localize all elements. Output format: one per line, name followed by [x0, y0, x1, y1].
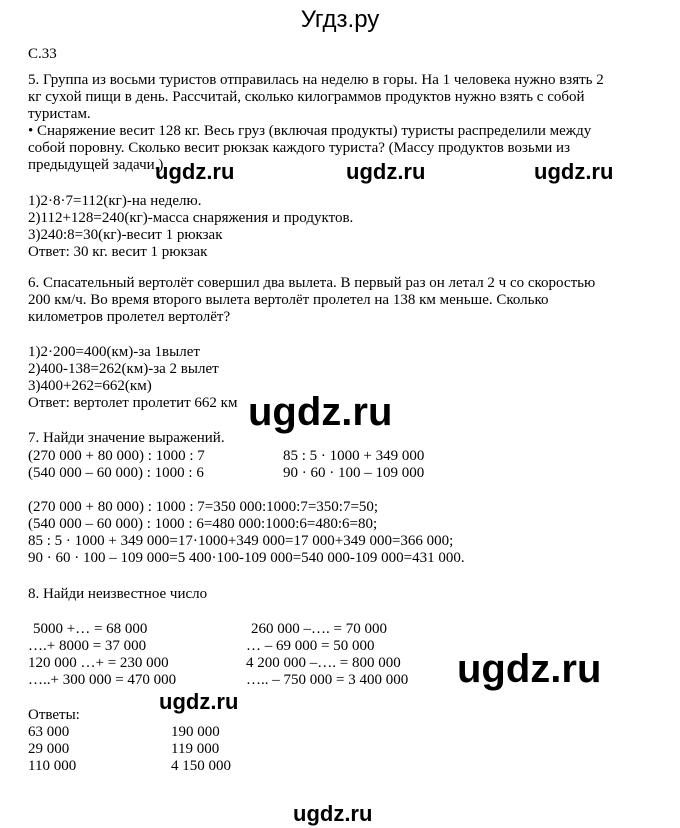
page-reference: С.33 [28, 46, 57, 62]
solution-line: 3)240:8=30(кг)-весит 1 рюкзак [28, 227, 223, 243]
solution-line: 2)400-138=262(км)-за 2 вылет [28, 361, 219, 377]
equation: ….. – 750 000 = 3 400 000 [246, 672, 409, 688]
task7-title: 7. Найди значение выражений. [28, 430, 225, 446]
equation: …..+ 300 000 = 470 000 [28, 672, 177, 688]
task5-solution [28, 193, 353, 261]
solution-line: (270 000 + 80 000) : 1000 : 7=350 000:1000:7=350:7=50; [28, 499, 379, 515]
task7-expr: (540 000 – 60 000) : 1000 : 6 [28, 465, 204, 481]
solution-line: 3)400+262=662(км) [28, 378, 152, 394]
task5-text: 5. Группа из восьми туристов отправилась на неделю в горы. На 1 человека нужно взять 2 кг сухой пищи в день. Рассчитай, сколько килограммов продуктов нужно взять с собой туристам. [28, 72, 604, 122]
watermark: ugdz.ru [159, 689, 239, 714]
answers-left [28, 724, 76, 775]
answer-value: 119 000 [171, 741, 220, 757]
equation: … – 69 000 = 50 000 [246, 638, 375, 654]
task5-bullet: • Снаряжение весит 128 кг. Весь груз (включая продукты) туристы распределили между собой поровну. Сколько весит рюкзак каждого туриста? (Массу продуктов возьми из предыдущей задачи.) [28, 123, 592, 173]
watermark: ugdz.ru [248, 390, 393, 434]
equation: 5000 +… = 68 000 [33, 621, 148, 637]
answer-value: 4 150 000 [171, 758, 231, 774]
equation: 260 000 –…. = 70 000 [251, 621, 387, 637]
solution-line: 85 : 5 · 1000 + 349 000=17·1000+349 000=17 000+349 000=366 000; [28, 533, 454, 549]
watermark: ugdz.ru [346, 159, 426, 184]
task8-title: 8. Найди неизвестное число [28, 586, 208, 602]
answer-value: 29 000 [28, 741, 70, 757]
answer-value: 63 000 [28, 724, 70, 740]
task6-text: 6. Спасательный вертолёт совершил два вылета. В первый раз он летал 2 ч со скоростью 200 км/ч. Во время второго вылета вертолёт пролетел на 138 км меньше. Сколько километров пролетел вертолёт? [28, 275, 596, 325]
watermark: ugdz.ru [457, 647, 602, 691]
equation: 120 000 …+ = 230 000 [28, 655, 169, 671]
task8-equations-left [28, 621, 176, 689]
task7-solution [28, 499, 465, 567]
solution-line: 2)112+128=240(кг)-масса снаряжения и продуктов. [28, 210, 354, 226]
task7-expr: 90 · 60 · 100 – 109 000 [283, 465, 425, 481]
answer-value: 110 000 [28, 758, 77, 774]
solution-answer: Ответ: вертолет пролетит 662 км [28, 395, 238, 411]
solution-line: 1)2·8·7=112(кг)-на неделю. [28, 193, 202, 209]
solution-line: (540 000 – 60 000) : 1000 : 6=480 000:1000:6=480:6=80; [28, 516, 378, 532]
solution-answer: Ответ: 30 кг. весит 1 рюкзак [28, 244, 208, 260]
watermark: ugdz.ru [534, 159, 614, 184]
task7-expr: 85 : 5 · 1000 + 349 000 [283, 448, 425, 464]
task8-equations-right [246, 621, 408, 689]
task6-solution [28, 344, 237, 412]
equation: 4 200 000 –…. = 800 000 [246, 655, 401, 671]
solution-line: 1)2·200=400(км)-за 1вылет [28, 344, 200, 360]
answer-value: 190 000 [171, 724, 220, 740]
answers-right [171, 724, 231, 775]
site-title: Угдз.ру [300, 6, 380, 33]
solution-line: 90 · 60 · 100 – 109 000=5 400·100-109 000=540 000-109 000=431 000. [28, 550, 465, 566]
watermark: ugdz.ru [293, 801, 373, 826]
task7-expr: (270 000 + 80 000) : 1000 : 7 [28, 448, 205, 464]
watermark: ugdz.ru [155, 159, 235, 184]
answers-label: Ответы: [28, 707, 80, 723]
equation: ….+ 8000 = 37 000 [28, 638, 147, 654]
